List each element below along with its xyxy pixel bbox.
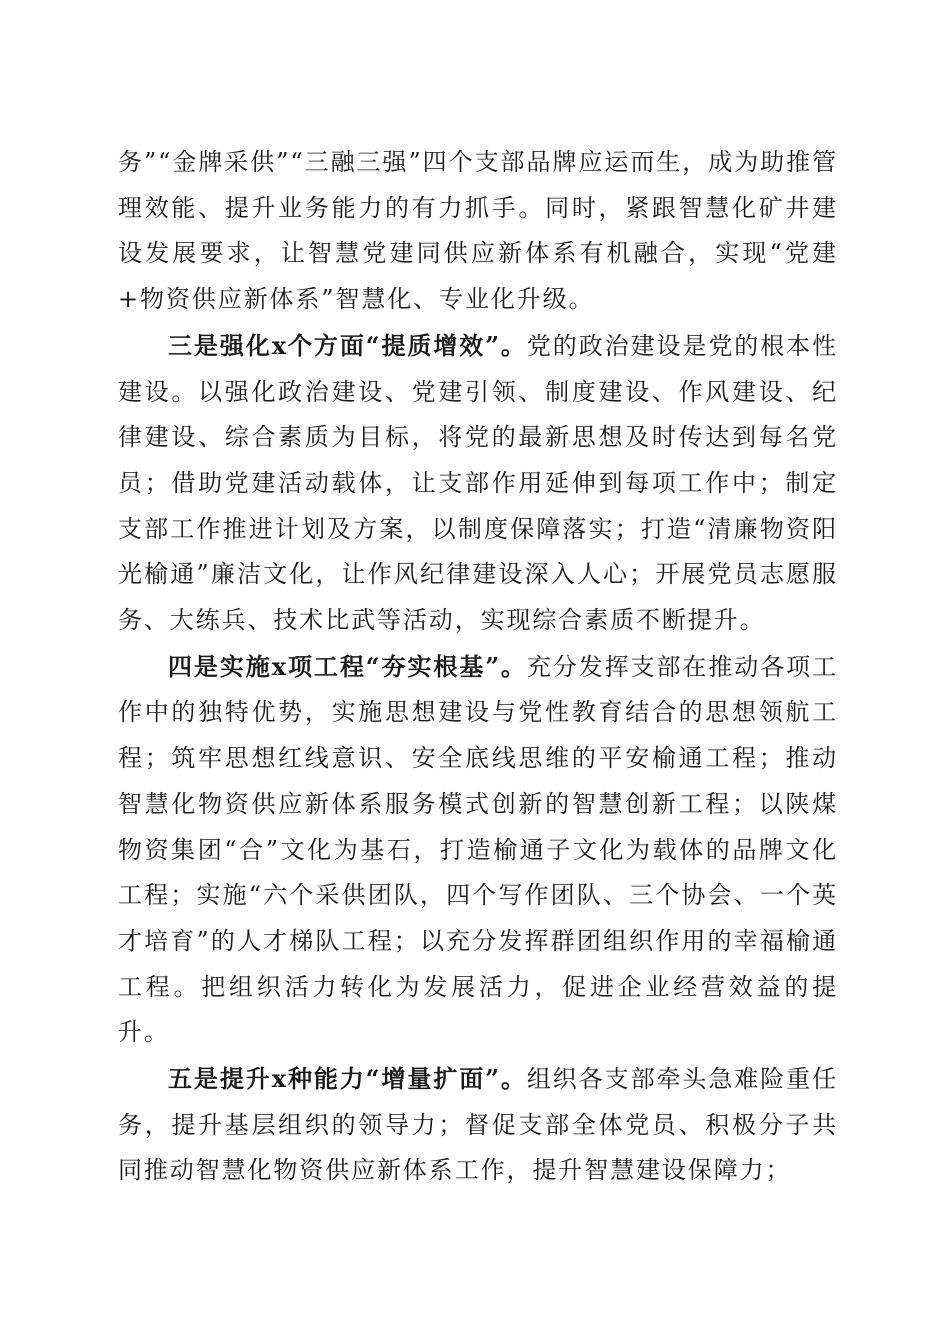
paragraph-heading: 四是实施x项工程“夯实根基”。	[168, 651, 527, 681]
paragraph-heading: 五是提升x种能力“增量扩面”。	[168, 1064, 527, 1094]
paragraph-three	[118, 323, 838, 644]
paragraph-body: 党的政治建设是党的根本性建设。以强化政治建设、党建引领、制度建设、作风建设、纪律建设、综合素质为目标，将党的最新思想及时传达到每名党员；借助党建活动载体，让支部作用延伸到每项工作中；制定支部工作推进计划及方案，以制度保障落实；打造“清廉物资阳光榆通”廉洁文化，让作风纪律建设深入人心；开展党员志愿服务、大练兵、技术比武等活动，实现综合素质不断提升。	[118, 331, 838, 635]
paragraph-continuation	[118, 140, 838, 323]
paragraph-body: 充分发挥支部在推动各项工作中的独特优势，实施思想建设与党性教育结合的思想领航工程；筑牢思想红线意识、安全底线思维的平安榆通工程；推动智慧化物资供应新体系服务模式创新的智慧创新工程；以陕煤物资集团“合”文化为基石，打造榆通子文化为载体的品牌文化工程；实施“六个采供团队，四个写作团队、三个协会、一个英才培育”的人才梯队工程；以充分发挥群团组织作用的幸福榆通工程。把组织活力转化为发展活力，促进企业经营效益的提升。	[118, 652, 838, 1047]
paragraph-five	[118, 1056, 838, 1194]
paragraph-body: 组织各支部牵头急难险重任务，提升基层组织的领导力；督促支部全体党员、积极分子共同推动智慧化物资供应新体系工作，提升智慧建设保障力；	[118, 1065, 838, 1185]
paragraph-body: 务”“金牌采供”“三融三强”四个支部品牌应运而生，成为助推管理效能、提升业务能力的有力抓手。同时，紧跟智慧化矿井建设发展要求，让智慧党建同供应新体系有机融合，实现“党建+物资供应新体系”智慧化、专业化升级。	[118, 148, 838, 314]
paragraph-heading: 三是强化x个方面“提质增效”。	[168, 330, 527, 360]
document-body	[118, 140, 838, 1194]
paragraph-four	[118, 644, 838, 1056]
